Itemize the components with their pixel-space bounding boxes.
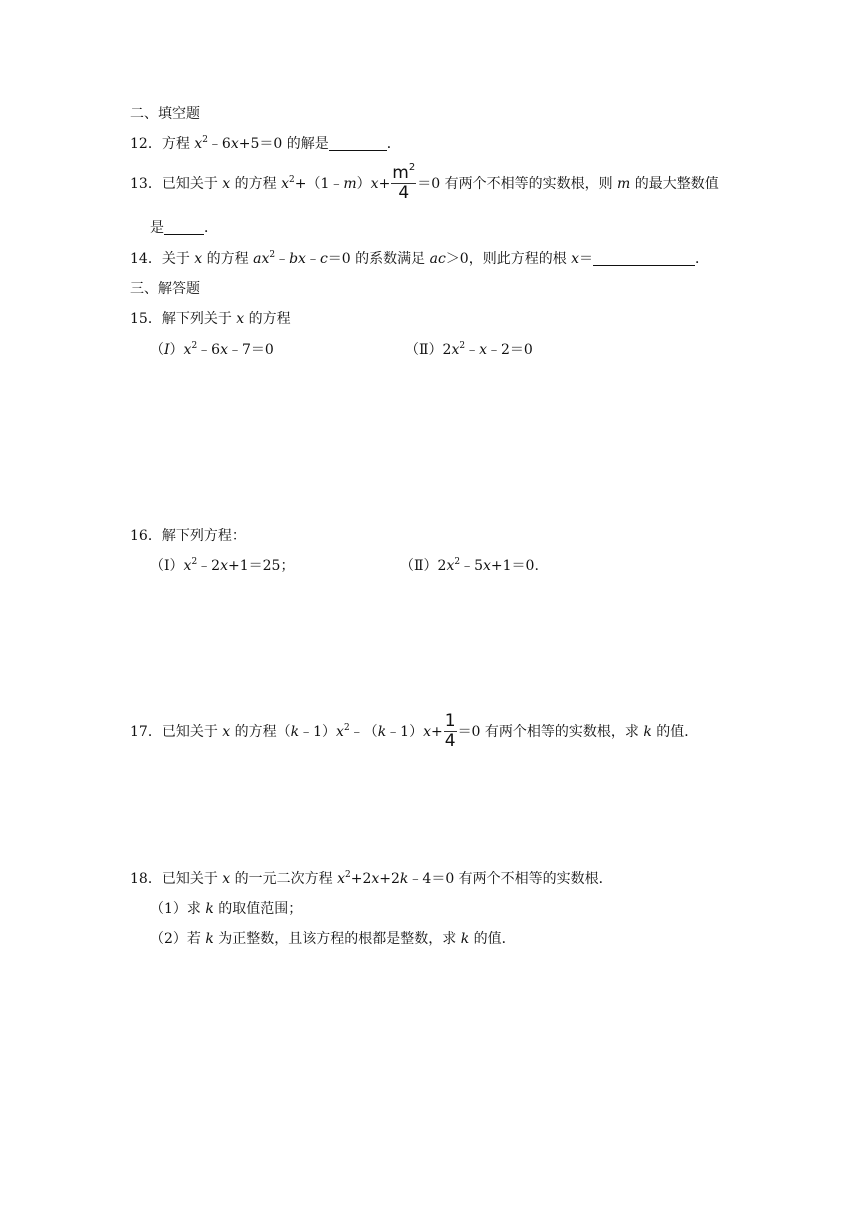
math-var: x <box>571 251 580 267</box>
question-text: ﹣1） <box>299 724 337 740</box>
part-label: （Ⅱ） <box>405 342 443 358</box>
question-text: ＝0 的系数满足 <box>327 251 430 267</box>
math-exponent: 2 <box>269 250 276 260</box>
question-text: +2 <box>350 871 372 887</box>
math-var: k <box>205 931 214 947</box>
question-number: 12． <box>130 136 162 152</box>
math-var: x <box>220 558 228 574</box>
question-text: 的方程（ <box>230 724 291 740</box>
equation-text: +1＝25； <box>228 558 295 574</box>
math-var: x <box>483 558 491 574</box>
question-number: 15． <box>130 311 162 327</box>
question-text: ． <box>204 220 218 236</box>
math-var: x <box>194 136 203 152</box>
part-label: （2）若 <box>150 931 206 947</box>
question-text: ． <box>695 251 710 267</box>
question-number: 17． <box>130 724 162 740</box>
math-exponent: 2 <box>345 870 351 880</box>
fraction-denominator: 4 <box>444 731 456 751</box>
question-text: 的一元二次方程 <box>230 871 338 887</box>
question-text: ＝0 有两个不相等的实数根，则 <box>417 176 618 192</box>
fraction-numerator: 1 <box>444 711 456 731</box>
question-number: 16． <box>130 528 162 544</box>
math-var: x <box>222 176 231 192</box>
section-heading-solve: 三、解答题 <box>130 281 200 297</box>
question-text: 的方程 <box>230 176 282 192</box>
question-number: 18． <box>130 871 162 887</box>
question-16-part-2 <box>400 556 539 576</box>
question-18-part-2 <box>150 929 516 949</box>
question-text: +5＝0 的解是 <box>238 136 329 152</box>
math-var: x <box>183 558 192 574</box>
question-12 <box>130 134 401 154</box>
equation-text: ﹣ <box>465 342 480 358</box>
question-text: 已知关于 <box>161 176 223 192</box>
math-var: m <box>343 176 357 192</box>
math-var: k <box>205 901 214 917</box>
math-var: x <box>183 342 192 358</box>
math-var: k <box>643 724 652 740</box>
question-text: 的值． <box>651 724 699 740</box>
question-text: ﹣1） <box>386 724 424 740</box>
equation-text: +1＝0. <box>490 558 539 574</box>
math-var: x <box>194 251 203 267</box>
part-label: （Ⅱ） <box>400 558 438 574</box>
fraction-m2-over-4 <box>391 162 416 203</box>
part-label: （Ⅰ） <box>150 558 184 574</box>
math-var: k <box>290 724 300 740</box>
question-text: ﹣ <box>275 251 290 267</box>
math-var: k <box>460 931 470 947</box>
answer-blank <box>593 251 695 266</box>
math-var: x <box>236 311 245 327</box>
equation-text: ﹣2 <box>197 558 221 574</box>
math-var: ax <box>253 251 270 267</box>
answer-blank <box>164 220 204 235</box>
part-label: （ <box>150 342 164 358</box>
part-label: ） <box>169 342 184 358</box>
math-var: x <box>451 342 460 358</box>
math-var: bx <box>289 251 306 267</box>
question-text: ﹣4＝0 有两个不相等的实数根． <box>408 871 613 887</box>
question-text: ＝0 有两个相等的实数根，求 <box>457 724 644 740</box>
math-exponent: 2 <box>191 341 198 351</box>
question-text: 解下列关于 <box>161 311 237 327</box>
question-text: 的方程 <box>244 311 291 327</box>
question-text: +2 <box>379 871 400 887</box>
part-label: I <box>164 342 170 358</box>
answer-blank <box>329 136 387 151</box>
question-13 <box>130 158 719 210</box>
equation-text: ﹣7＝0 <box>228 342 274 358</box>
question-number: 13． <box>130 176 162 192</box>
question-text: 解下列方程： <box>161 528 246 544</box>
math-var: ac <box>429 251 446 267</box>
question-text: 的值． <box>469 931 516 947</box>
question-text: ﹣ <box>305 251 320 267</box>
question-14 <box>130 249 709 269</box>
section-heading-fill-in: 二、填空题 <box>130 106 200 122</box>
math-exponent: 2 <box>289 175 295 185</box>
math-var: x <box>479 342 487 358</box>
question-text: 已知关于 <box>161 871 223 887</box>
question-text: ﹣6 <box>207 136 231 152</box>
math-var: x <box>222 724 231 740</box>
question-text: 关于 <box>161 251 195 267</box>
question-text: 的方程 <box>202 251 254 267</box>
question-17 <box>130 706 698 758</box>
part-label: （1）求 <box>150 901 206 917</box>
math-var: k <box>399 871 409 887</box>
question-text: 方程 <box>161 136 195 152</box>
math-var: x <box>371 871 380 887</box>
question-text: 的最大整数值 <box>630 176 719 192</box>
question-number: 14． <box>130 251 162 267</box>
math-exponent: 2 <box>202 135 208 145</box>
math-exponent: 2 <box>343 723 350 733</box>
math-var: c <box>319 251 328 267</box>
question-text: ﹣（ <box>349 724 378 740</box>
math-var: x <box>446 558 455 574</box>
fraction-1-over-4 <box>444 713 457 751</box>
question-15 <box>130 309 291 329</box>
fraction-denominator: 4 <box>398 183 410 203</box>
question-text: 是 <box>150 220 164 236</box>
math-var: x <box>220 342 228 358</box>
question-text: ＝ <box>579 251 594 267</box>
math-var: x <box>222 871 231 887</box>
question-text: ＞0，则此方程的根 <box>445 251 572 267</box>
math-var: x <box>423 724 431 740</box>
question-text: ） <box>356 176 371 192</box>
question-text: 为正整数，且该方程的根都是整数，求 <box>213 931 461 947</box>
equation-text: 2 <box>437 558 447 574</box>
question-text: +（1﹣ <box>294 176 344 192</box>
equation-text: ﹣5 <box>460 558 483 574</box>
math-var: x <box>336 724 344 740</box>
question-15-part-2 <box>405 340 533 360</box>
question-15-part-1 <box>150 340 274 360</box>
math-var: x <box>281 176 289 192</box>
equation-text: 2 <box>442 342 452 358</box>
math-var: x <box>337 871 345 887</box>
question-text: 的取值范围； <box>213 901 303 917</box>
question-18 <box>130 869 613 889</box>
math-var: x <box>370 176 379 192</box>
question-text: 已知关于 <box>161 724 223 740</box>
math-var: m <box>617 176 631 192</box>
equation-text: ﹣2＝0 <box>486 342 533 358</box>
question-text: + <box>431 724 443 740</box>
question-16 <box>130 526 246 546</box>
math-var: k <box>377 724 387 740</box>
question-18-part-1 <box>150 899 302 919</box>
math-var: x <box>230 136 239 152</box>
equation-text: ﹣6 <box>197 342 221 358</box>
fraction-numerator: $m^2$ <box>392 162 416 183</box>
question-text: ． <box>386 136 401 152</box>
question-13-continuation <box>150 218 218 238</box>
question-text: + <box>378 176 391 192</box>
math-exponent: 2 <box>454 557 461 567</box>
math-exponent: 2 <box>191 557 198 567</box>
math-exponent: 2 <box>459 341 466 351</box>
question-16-part-1 <box>150 556 294 576</box>
